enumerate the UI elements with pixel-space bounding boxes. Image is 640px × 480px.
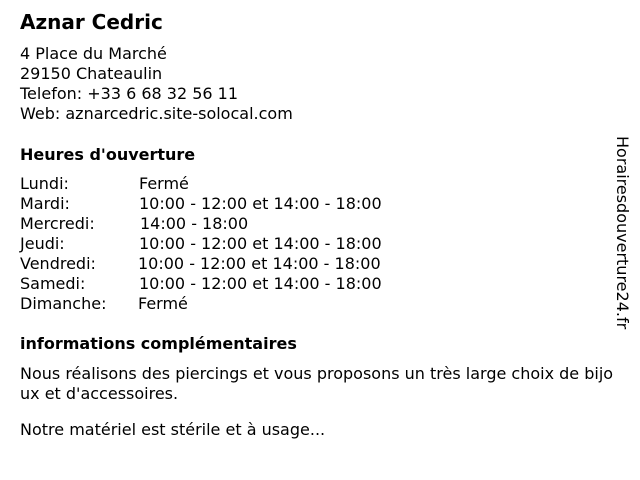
- address-city: 29150 Chateaulin: [20, 64, 163, 83]
- hours-day: Jeudi:: [20, 234, 65, 253]
- hours-time: 14:00 - 18:00: [140, 214, 249, 233]
- description-paragraph-truncated: Notre matériel est stérile et à usage...: [20, 420, 326, 439]
- address-street: 4 Place du Marché: [20, 44, 167, 63]
- phone-number: Telefon: +33 6 68 32 56 11: [20, 84, 239, 103]
- hours-day: Lundi:: [20, 174, 69, 193]
- site-watermark: Horairesdouverture24.fr: [613, 136, 632, 330]
- hours-time: 10:00 - 12:00 et 14:00 - 18:00: [139, 234, 382, 253]
- additional-info-heading: informations complémentaires: [20, 334, 297, 353]
- hours-time: 10:00 - 12:00 et 14:00 - 18:00: [139, 274, 382, 293]
- website: Web: aznarcedric.site-solocal.com: [20, 104, 293, 123]
- hours-day: Dimanche:: [20, 294, 107, 313]
- hours-day: Samedi:: [20, 274, 86, 293]
- hours-day: Mercredi:: [20, 214, 95, 233]
- hours-day: Mardi:: [20, 194, 70, 213]
- hours-time: Fermé: [138, 294, 188, 313]
- opening-hours-heading: Heures d'ouverture: [20, 145, 196, 164]
- hours-day: Vendredi:: [20, 254, 96, 273]
- description-paragraph: Nous réalisons des piercings et vous proposons un très large choix de bijoux et d'accessoires.: [20, 364, 614, 403]
- hours-time: 10:00 - 12:00 et 14:00 - 18:00: [138, 254, 381, 273]
- hours-time: 10:00 - 12:00 et 14:00 - 18:00: [139, 194, 382, 213]
- hours-time: Fermé: [139, 174, 189, 193]
- business-name: Aznar Cedric: [20, 10, 163, 34]
